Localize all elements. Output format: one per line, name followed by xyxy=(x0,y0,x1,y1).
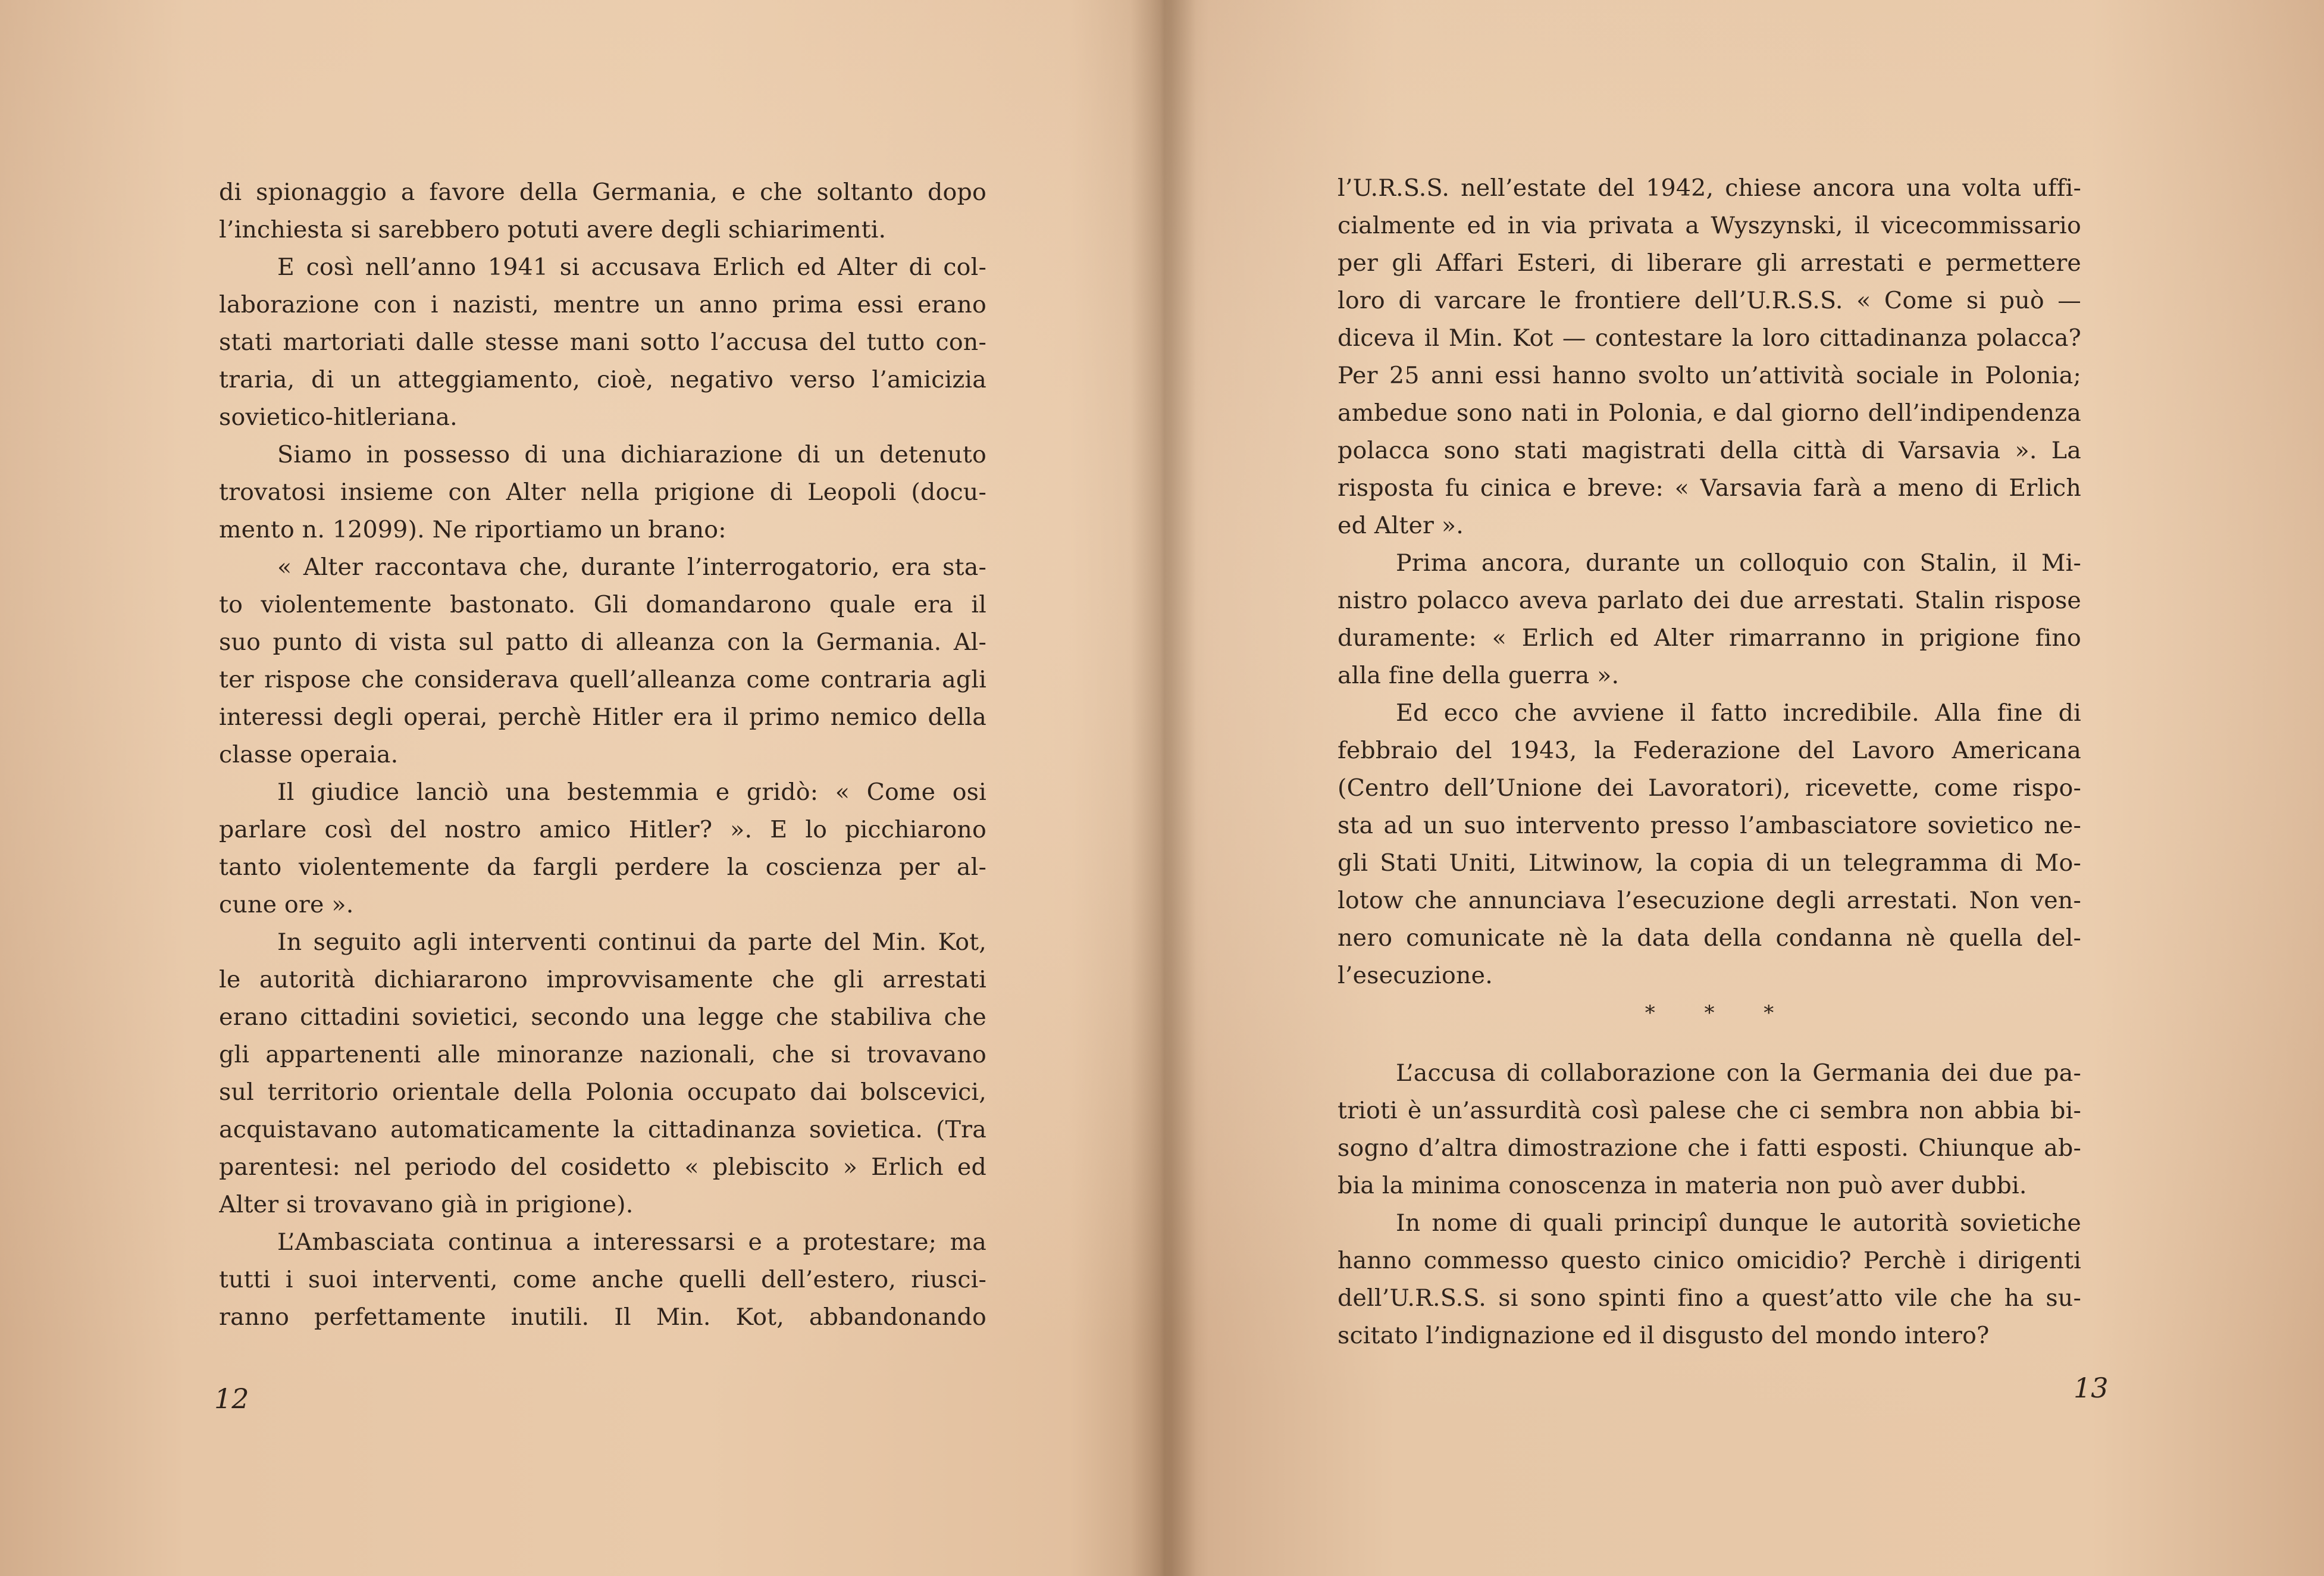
text-line: lotow che annunciava l’esecuzione degli arrestati. Non ven- xyxy=(1338,887,2081,914)
text-line: erano cittadini sovietici, secondo una legge che stabiliva che xyxy=(219,1003,986,1031)
text-line: nistro polacco aveva parlato dei due arrestati. Stalin rispose xyxy=(1338,587,2081,614)
text-line: risposta fu cinica e breve: « Varsavia farà a meno di Erlich xyxy=(1338,474,2081,502)
text-line: sogno d’altra dimostrazione che i fatti esposti. Chiunque ab- xyxy=(1338,1134,2081,1162)
right-page xyxy=(1163,0,2324,1576)
text-line: cialmente ed in via privata a Wyszynski, il vicecommissario xyxy=(1338,212,2081,239)
text-line: per gli Affari Esteri, di liberare gli arrestati e permettere xyxy=(1338,249,2081,277)
text-line: acquistavano automaticamente la cittadinanza sovietica. (Tra xyxy=(219,1116,986,1143)
text-line: trioti è un’assurdità così palese che ci sembra non abbia bi- xyxy=(1338,1097,2081,1124)
text-line: Per 25 anni essi hanno svolto un’attività sociale in Polonia; xyxy=(1338,362,2081,389)
text-line: Ed ecco che avviene il fatto incredibile. Alla fine di xyxy=(1396,699,2081,727)
text-line: sta ad un suo intervento presso l’ambasciatore sovietico ne- xyxy=(1338,812,2081,839)
text-line: febbraio del 1943, la Federazione del Lavoro Americana xyxy=(1338,737,2081,764)
right-page-number: 13 xyxy=(2074,1372,2109,1404)
text-line: sul territorio orientale della Polonia occupato dai bolscevici, xyxy=(219,1078,986,1106)
text-line: ambedue sono nati in Polonia, e dal giorno dell’indipendenza xyxy=(1338,399,2081,427)
text-line: bia la minima conoscenza in materia non può aver dubbi. xyxy=(1338,1172,2027,1199)
text-line: scitato l’indignazione ed il disgusto del mondo intero? xyxy=(1338,1322,1990,1349)
text-line: In nome di quali principî dunque le autorità sovietiche xyxy=(1396,1209,2081,1237)
text-line: loro di varcare le frontiere dell’U.R.S.S. « Come si può — xyxy=(1338,287,2081,314)
text-line: polacca sono stati magistrati della città di Varsavia ». La xyxy=(1338,437,2081,464)
text-line: parentesi: nel periodo del cosidetto « plebiscito » Erlich ed xyxy=(219,1153,986,1181)
text-line: In seguito agli interventi continui da parte del Min. Kot, xyxy=(277,928,986,956)
text-line: L’accusa di collaborazione con la Germania dei due pa- xyxy=(1396,1059,2081,1087)
text-line: classe operaia. xyxy=(219,741,399,768)
text-line: Prima ancora, durante un colloquio con Stalin, il Mi- xyxy=(1396,549,2081,577)
text-line: gli Stati Uniti, Litwinow, la copia di un telegramma di Mo- xyxy=(1338,849,2081,877)
text-line: ranno perfettamente inutili. Il Min. Kot, abbandonando xyxy=(219,1303,986,1331)
text-line: Il giudice lanciò una bestemmia e gridò: « Come osi xyxy=(277,778,986,806)
text-line: gli appartenenti alle minoranze nazionali, che si trovavano xyxy=(219,1041,986,1068)
text-line: l’inchiesta si sarebbero potuti avere degli schiarimenti. xyxy=(219,216,887,243)
section-break-spacer xyxy=(1338,1032,2081,1055)
text-line: nero comunicate nè la data della condanna nè quella del- xyxy=(1338,924,2081,952)
text-line: ed Alter ». xyxy=(1338,512,1464,539)
text-line: l’U.R.S.S. nell’estate del 1942, chiese ancora una volta uffi- xyxy=(1338,174,2081,202)
text-line: tanto violentemente da fargli perdere la coscienza per al- xyxy=(219,853,986,881)
text-line: di spionaggio a favore della Germania, e che soltanto dopo xyxy=(219,179,986,206)
left-page-text xyxy=(219,174,986,1336)
text-line: le autorità dichiararono improvvisamente che gli arrestati xyxy=(219,966,986,993)
text-line: suo punto di vista sul patto di alleanza con la Germania. Al- xyxy=(219,628,986,656)
text-line: Alter si trovavano già in prigione). xyxy=(219,1191,634,1218)
text-line: alla fine della guerra ». xyxy=(1338,662,1620,689)
text-line: duramente: « Erlich ed Alter rimarranno in prigione fino xyxy=(1338,624,2081,652)
text-line: cune ore ». xyxy=(219,891,354,918)
text-line: Siamo in possesso di una dichiarazione di un detenuto xyxy=(277,441,986,468)
text-line: parlare così del nostro amico Hitler? ». E lo picchiarono xyxy=(219,816,986,843)
text-line: hanno commesso questo cinico omicidio? Perchè i dirigenti xyxy=(1338,1247,2081,1274)
text-line: (Centro dell’Unione dei Lavoratori), ricevette, come rispo- xyxy=(1338,774,2081,802)
left-page-number: 12 xyxy=(214,1383,249,1415)
text-line: ter rispose che considerava quell’alleanza come contraria agli xyxy=(219,666,986,693)
text-line: L’Ambasciata continua a interessarsi e a protestare; ma xyxy=(277,1228,986,1256)
text-line: trovatosi insieme con Alter nella prigione di Leopoli (docu- xyxy=(219,479,986,506)
text-line: dell’U.R.S.S. si sono spinti fino a quest’atto vile che ha su- xyxy=(1338,1284,2081,1312)
text-line: diceva il Min. Kot — contestare la loro cittadinanza polacca? xyxy=(1338,324,2081,352)
text-line: « Alter raccontava che, durante l’interrogatorio, era sta- xyxy=(277,554,986,581)
text-line: tutti i suoi interventi, come anche quelli dell’estero, riusci- xyxy=(219,1266,986,1293)
text-line: sovietico-hitleriana. xyxy=(219,404,458,431)
text-line: E così nell’anno 1941 si accusava Erlich ed Alter di col- xyxy=(277,254,986,281)
right-page-text xyxy=(1338,170,2081,1355)
text-line: interessi degli operai, perchè Hitler era il primo nemico della xyxy=(219,703,986,731)
text-line: mento n. 12099). Ne riportiamo un brano: xyxy=(219,516,726,543)
text-line: to violentemente bastonato. Gli domandarono quale era il xyxy=(219,591,986,618)
text-line: stati martoriati dalle stesse mani sotto l’accusa del tutto con- xyxy=(219,329,986,356)
section-break: * * * xyxy=(1645,1001,1796,1025)
text-line: traria, di un atteggiamento, cioè, negativo verso l’amicizia xyxy=(219,366,986,393)
text-line: l’esecuzione. xyxy=(1338,962,1493,989)
text-line: laborazione con i nazisti, mentre un anno prima essi erano xyxy=(219,291,986,318)
